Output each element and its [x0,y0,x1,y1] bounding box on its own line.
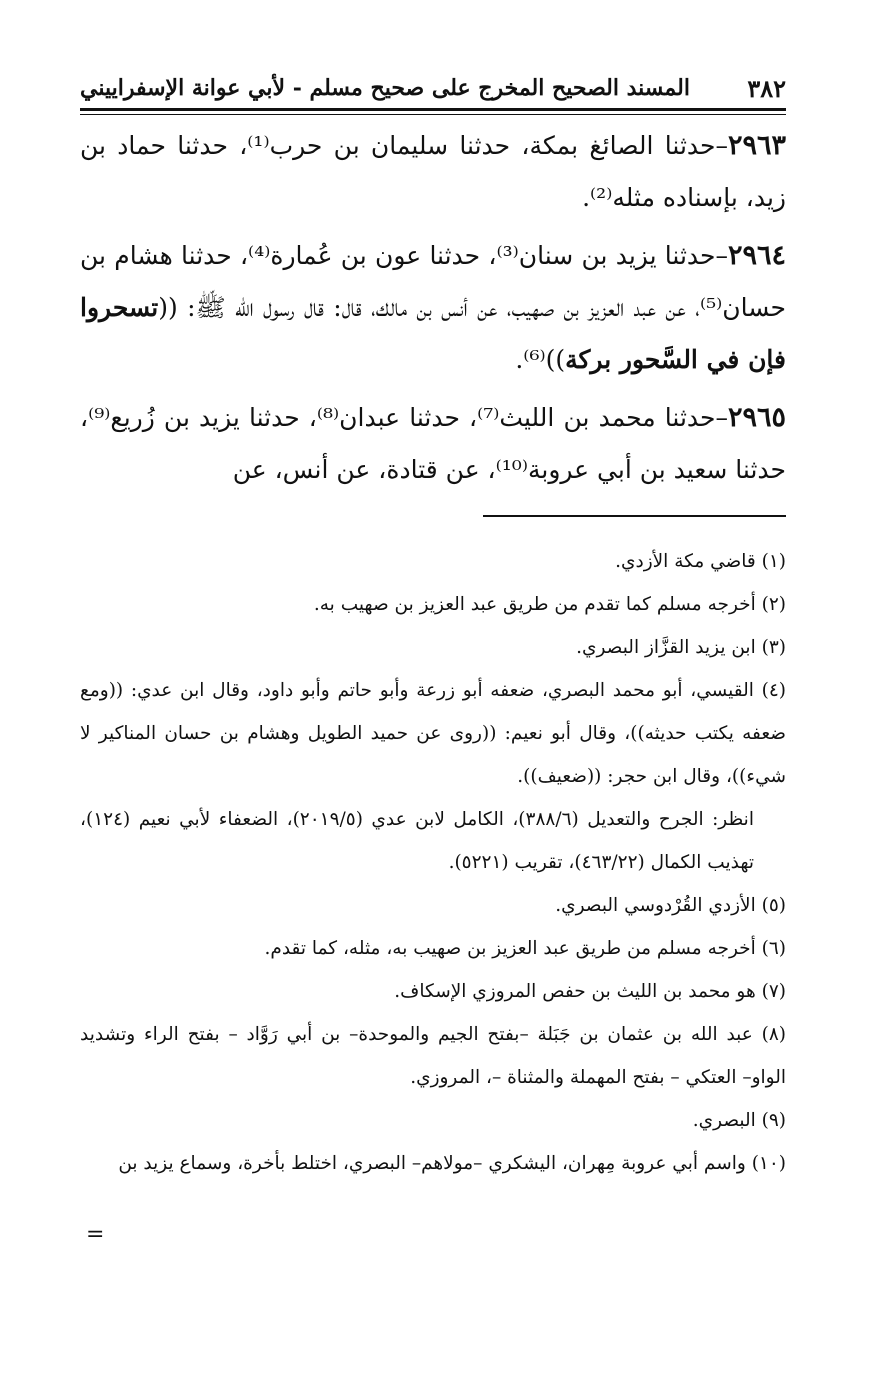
header-rule-thin [80,114,786,115]
footnote-2 [80,583,786,626]
page-header [80,70,786,106]
hadith-2964 [80,230,786,386]
footnote-number: (٢) [761,594,786,615]
footnote-number: (٥) [761,895,786,916]
footnote-number: (٦) [761,938,786,959]
footnote-text: أخرجه مسلم من طريق عبد العزيز بن صهيب به، مثله، كما تقدم. [264,938,756,959]
continuation-mark: = [86,1222,105,1247]
footnote-text: أخرجه مسلم كما تقدم من طريق عبد العزيز بن صهيب به. [313,594,756,615]
footnote-number: (٣) [761,637,786,658]
footnotes [80,540,786,1185]
footnote-text: واسم أبي عروبة مِهران، اليشكري –مولاهم– البصري، اختلط بأخرة، وسماع يزيد بن [118,1153,746,1174]
footnote-9 [80,1099,786,1142]
main-text [80,120,786,502]
footnote-number: (٩) [761,1110,786,1131]
footnote-text: انظر: الجرح والتعديل (٣٨٨/٦)، الكامل لابن عدي (٢٠١٩/٥)، الضعفاء لأبي نعيم (١٢٤)، تهذيب الكمال (٤٦٣/٢٢)، تقريب (٥٢٢١). [80,809,754,873]
hadith-text-end: ))⁽⁶⁾. [515,345,566,374]
hadith-2965 [80,392,786,496]
hadith-text: –حدثنا محمد بن الليث⁽⁷⁾، حدثنا عبدان⁽⁸⁾، حدثنا يزيد بن زُريع⁽⁹⁾، حدثنا سعيد بن أبي عروبة⁽¹⁰⁾، عن قتادة، عن أنس، عن [80,403,786,484]
footnote-text: الأزدي القُرْدوسي البصري. [555,895,756,916]
footnote-number: (٤) [761,680,786,701]
hadith-number: ٢٩٦٣ [727,130,786,161]
footnote-6 [80,927,786,970]
prophetic-saying: تسحروا فإن في السَّحور بركة [80,293,786,374]
footnote-1 [80,540,786,583]
footnote-number: (٧) [761,981,786,1002]
footnote-text: البصري. [692,1110,756,1131]
footnote-number: (١) [761,551,786,572]
footnote-4-references [80,798,786,884]
footnote-text: هو محمد بن الليث بن حفص المروزي الإسكاف. [394,981,756,1002]
running-title: المسند الصحيح المخرج على صحيح مسلم - لأبي عوانة الإسفراييني [80,75,690,101]
hadith-text: –حدثنا يزيد بن سنان⁽³⁾، حدثنا عون بن عُمارة⁽⁴⁾، حدثنا هشام بن حسان⁽⁵⁾، عن عبد العزيز بن صهيب، عن أنس بن مالك، قال: قال رسول الله ﷺ: (( [80,241,786,322]
hadith-number: ٢٩٦٥ [728,402,787,433]
footnote-number: (٨) [761,1024,786,1045]
hadith-number: ٢٩٦٤ [727,240,786,271]
footnote-number: (١٠) [751,1153,786,1174]
footnote-4 [80,669,786,798]
header-rule [80,108,786,111]
footnote-text: عبد الله بن عثمان بن جَبَلة –بفتح الجيم والموحدة– بن أبي رَوَّاد – بفتح الراء وتشديد الواو– العتكي – بفتح المهملة والمثناة –، المروزي. [80,1024,786,1088]
page-number: ٣٨٢ [747,73,786,103]
footnote-text: القيسي، أبو محمد البصري، ضعفه أبو زرعة وأبو حاتم وأبو داود، وقال ابن عدي: ((ومع ضعفه يكتب حديثه))، وقال أبو نعيم: ((روى عن حميد الطويل وهشام بن حسان المناكير لا شيء))، وقال ابن حجر: ((ضعيف)). [80,680,786,787]
hadith-text: –حدثنا الصائغ بمكة، حدثنا سليمان بن حرب⁽¹⁾، حدثنا حماد بن زيد، بإسناده مثله⁽²⁾. [80,131,786,212]
footnote-7 [80,970,786,1013]
footnote-8 [80,1013,786,1099]
footnote-separator [483,515,786,517]
footnote-5 [80,884,786,927]
hadith-2963 [80,120,786,224]
footnote-text: قاضي مكة الأزدي. [615,551,756,572]
footnote-3 [80,626,786,669]
footnote-10 [80,1142,786,1185]
footnote-text: ابن يزيد القزَّاز البصري. [576,637,756,658]
